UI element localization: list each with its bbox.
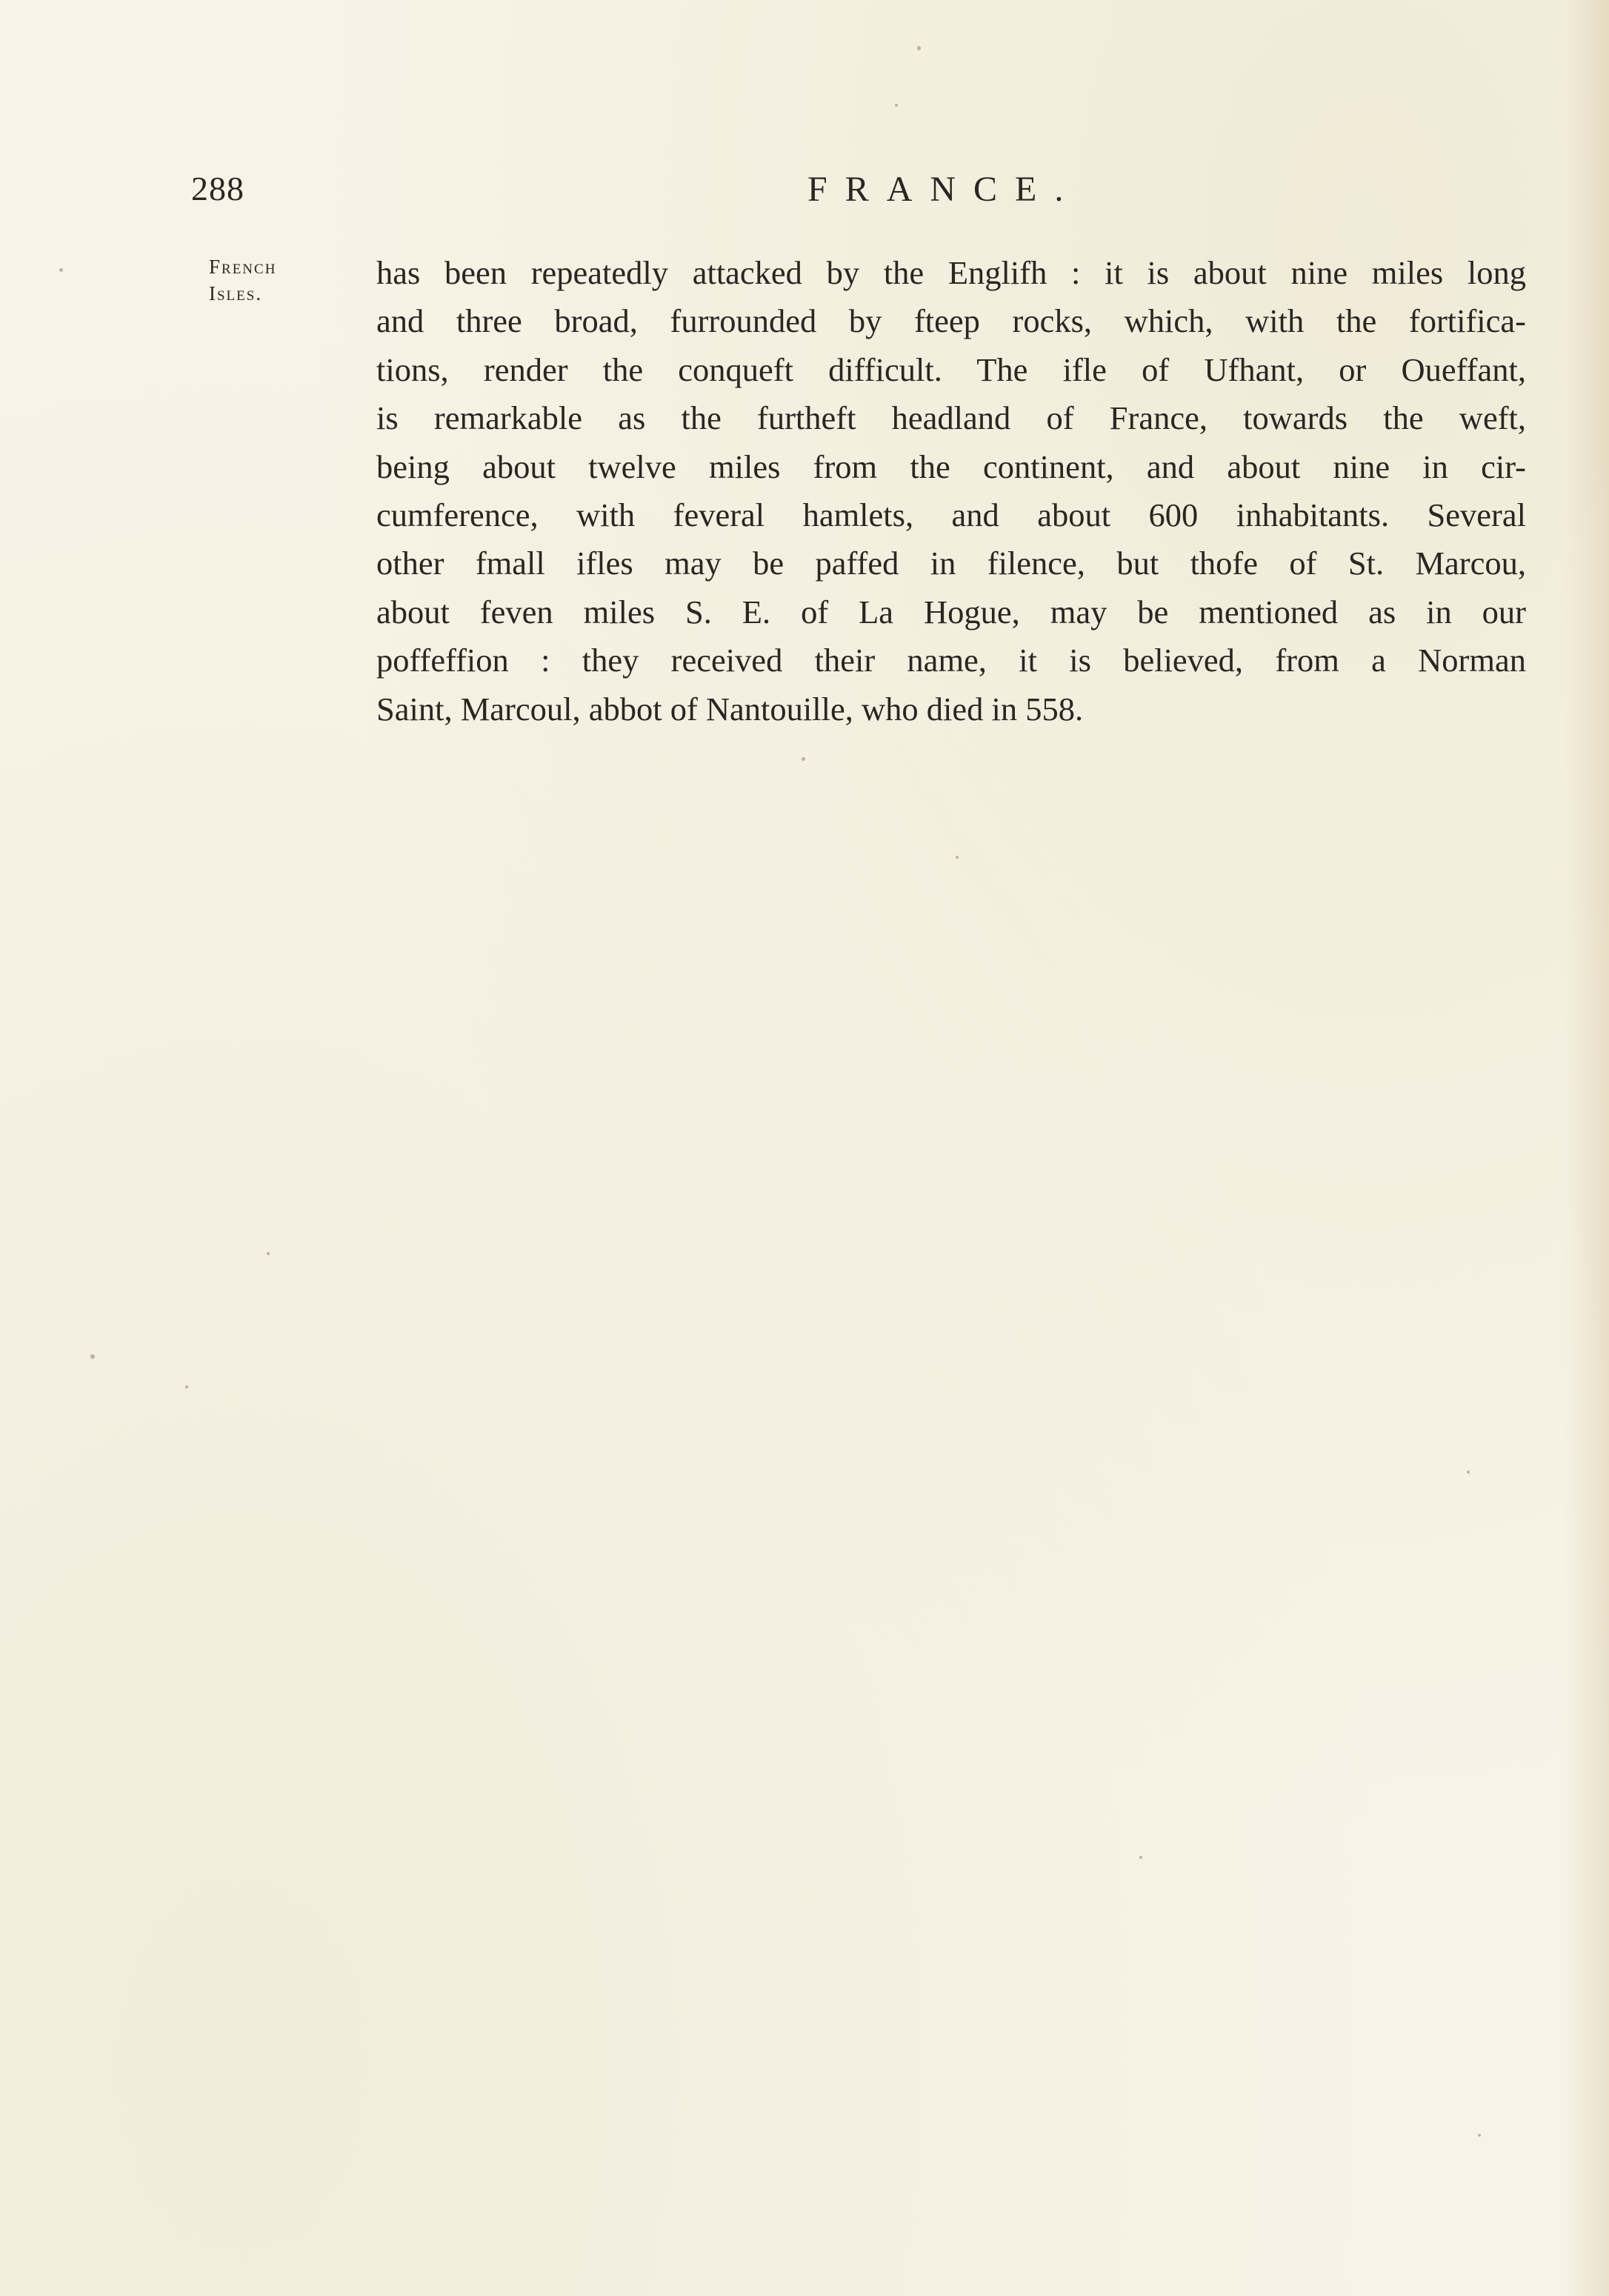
text-line: Saint, Marcoul, abbot of Nantouille, who died in 558. [376, 690, 1084, 728]
paper-speck [917, 46, 921, 50]
paper-speck [1478, 2134, 1481, 2137]
text-line: being about twelve miles from the continent, and about nine in cir- [376, 447, 1526, 485]
paper-speck [956, 856, 959, 859]
text-line: tions, render the conqueft difficult. The ifle of Ufhant, or Oueffant, [376, 350, 1526, 388]
paper-speck [90, 1354, 95, 1359]
running-head: FRANCE. [807, 170, 1082, 209]
body-paragraph [376, 249, 1526, 733]
margin-note [209, 253, 335, 307]
page-number: 288 [191, 170, 244, 207]
text-line: cumference, with feveral hamlets, and about 600 inhabitants. Several [376, 496, 1526, 533]
margin-note-line: French [209, 256, 277, 278]
paper-speck [185, 1385, 188, 1388]
text-line: poffeffion : they received their name, it is believed, from a Norman [376, 642, 1526, 679]
paper-speck [895, 104, 898, 107]
margin-note-line: Isles. [209, 282, 263, 305]
text-line: has been repeatedly attacked by the Englifh : it is about nine miles long [376, 254, 1526, 291]
paper-speck [802, 757, 805, 761]
paper-speck [267, 1252, 270, 1255]
paper-speck [59, 268, 63, 272]
paper-speck [1467, 1471, 1470, 1474]
text-line: about feven miles S. E. of La Hogue, may be mentioned as in our [376, 593, 1526, 630]
paper-speck [1139, 1856, 1142, 1859]
text-line: other fmall ifles may be paffed in filence, but thofe of St. Marcou, [376, 545, 1526, 582]
text-line: is remarkable as the furtheft headland of France, towards the weft, [376, 399, 1526, 437]
text-line: and three broad, furrounded by fteep rocks, which, with the fortifica- [376, 302, 1526, 340]
page-edge-shading [1565, 0, 1609, 2296]
